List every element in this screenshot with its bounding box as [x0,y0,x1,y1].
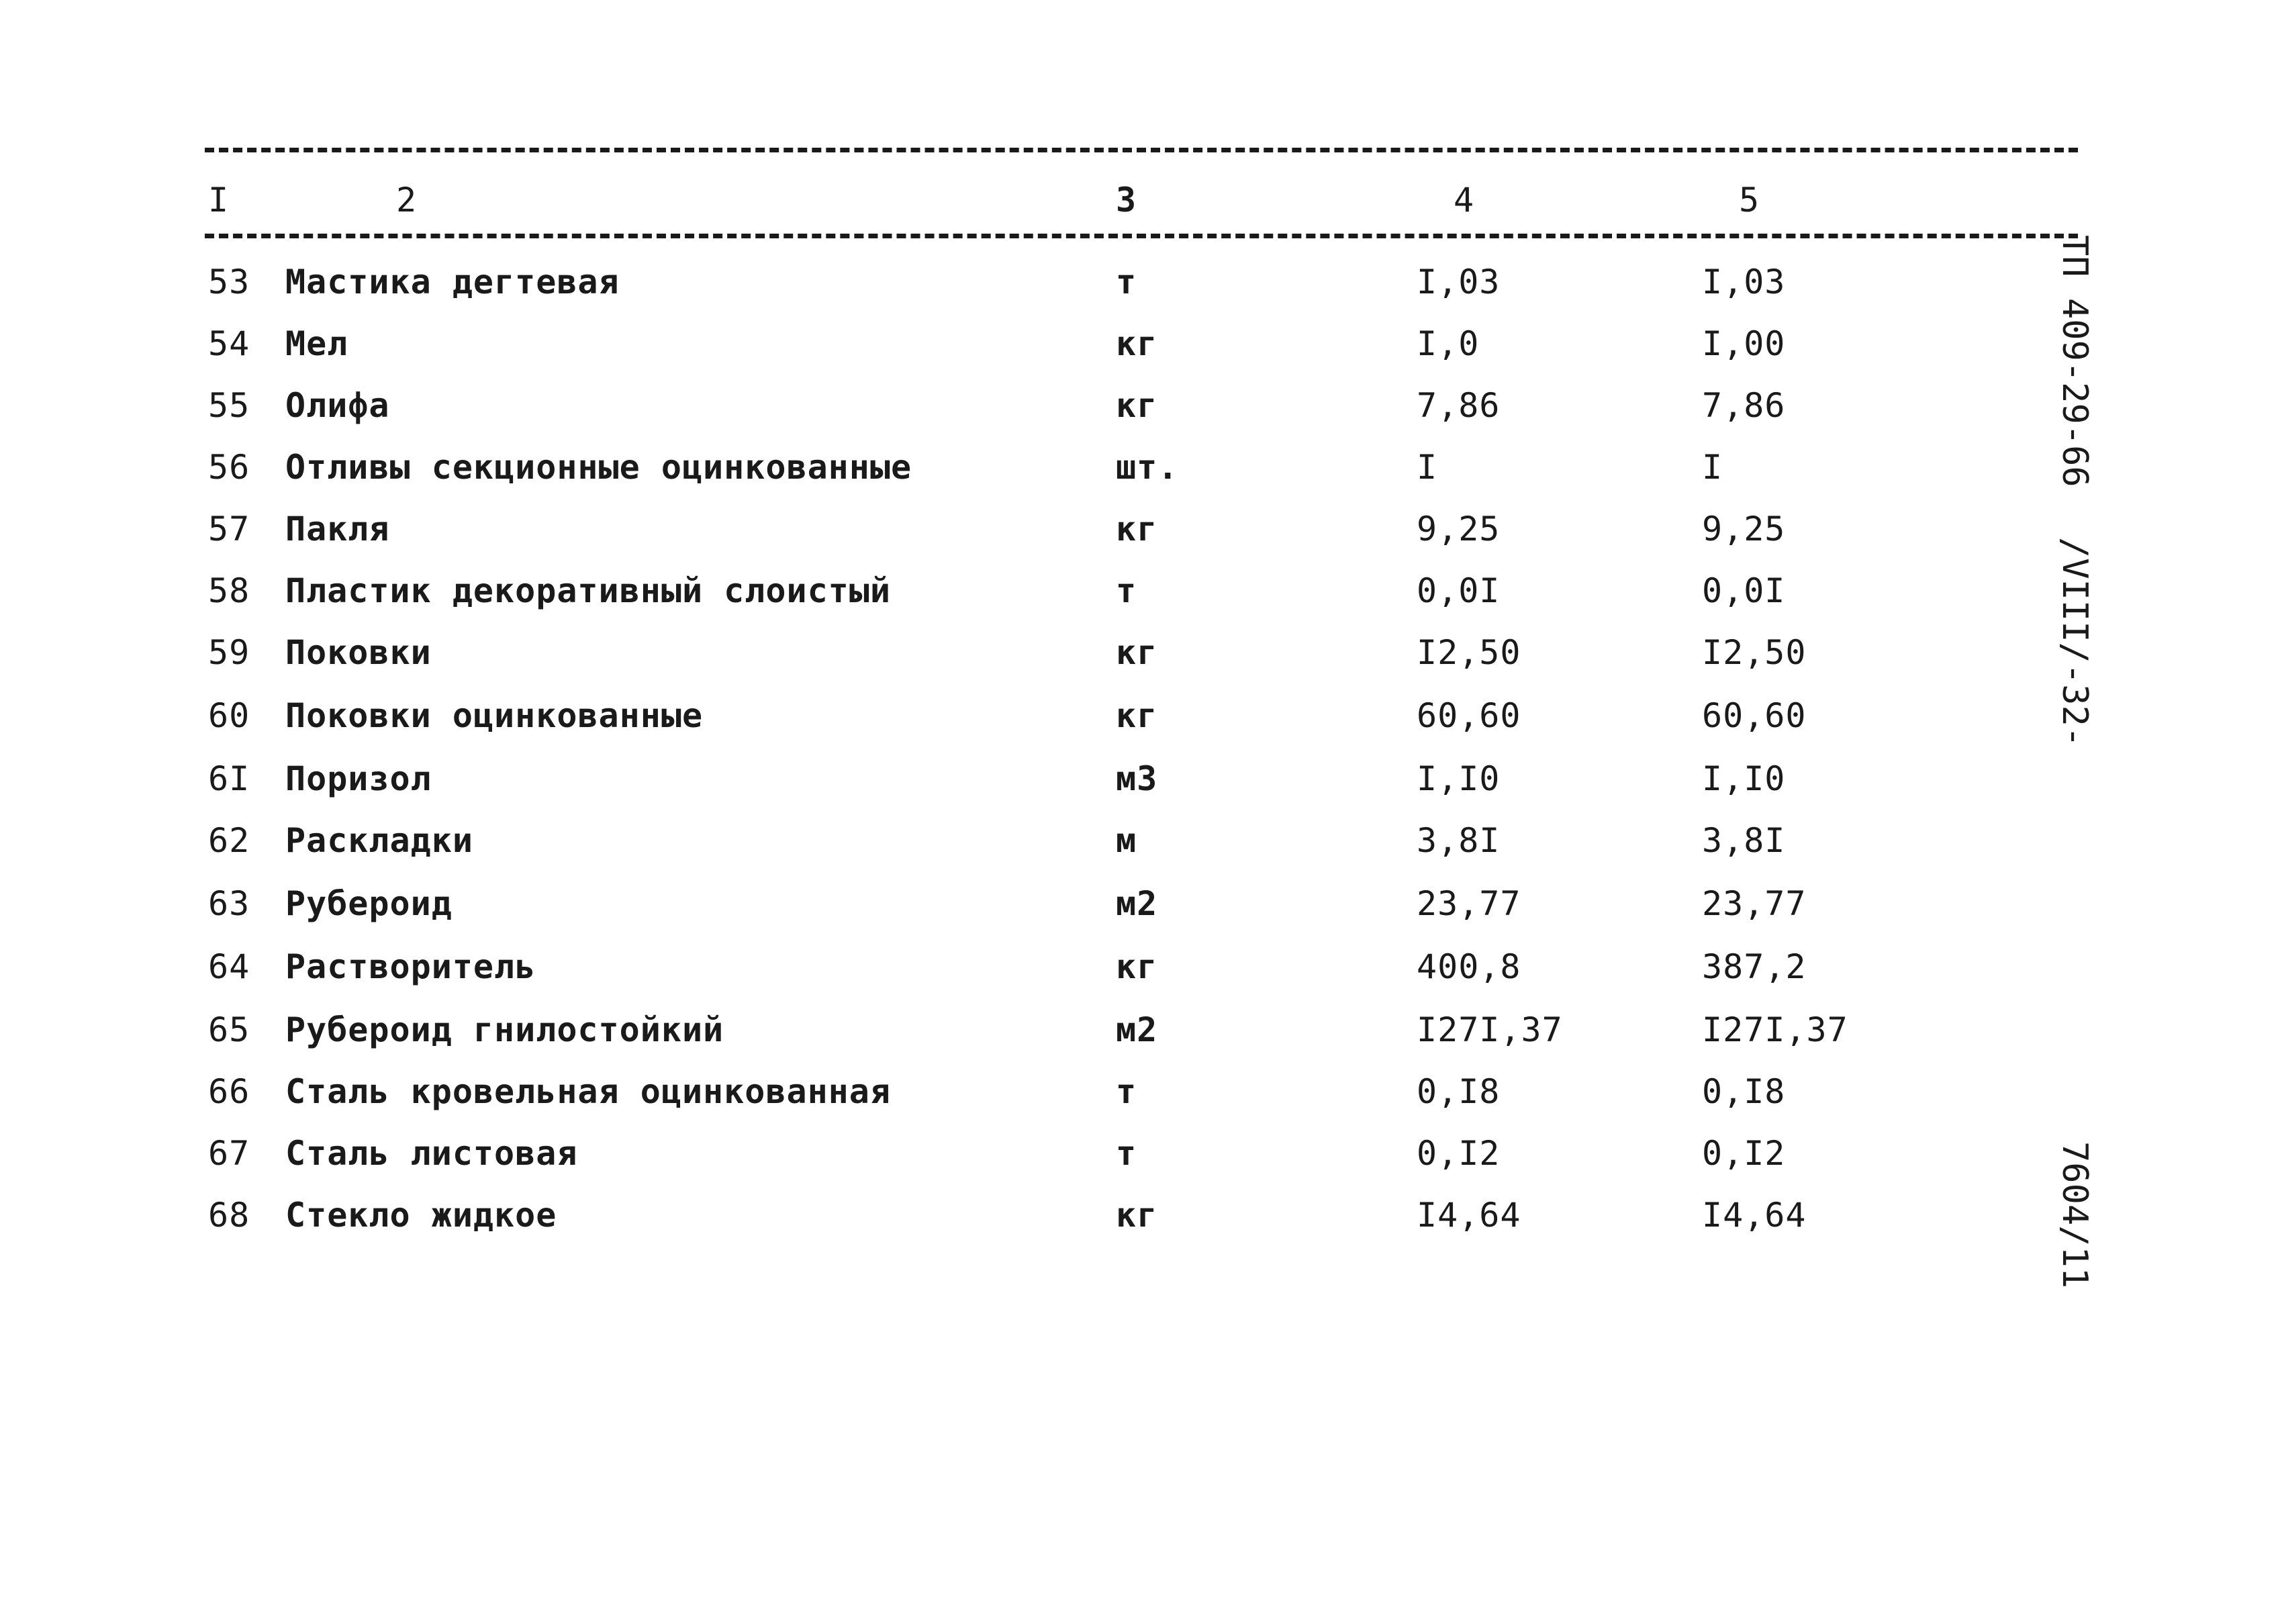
material-name: Мел [285,324,348,363]
material-name: Рубероид [285,884,453,923]
sheet-number: /VIII/-32- [2054,537,2095,748]
row-number: 58 [208,571,250,610]
table-header-rule [205,234,2078,238]
table-row [0,447,2278,490]
unit: шт. [1116,448,1179,487]
material-name: Поризол [285,759,432,798]
quantity-col-4: 0,I2 [1417,1134,1501,1173]
unit: т [1116,1134,1137,1173]
header-col-4: 4 [1454,181,1475,220]
unit: т [1116,571,1137,610]
row-number: 54 [208,324,250,363]
unit: кг [1116,947,1158,986]
material-name: Сталь листовая [285,1134,578,1173]
quantity-col-4: I27I,37 [1417,1010,1563,1049]
quantity-col-5: 0,I8 [1702,1072,1786,1111]
header-col-1: I [208,181,230,220]
quantity-col-5: 60,60 [1702,696,1807,735]
row-number: 66 [208,1072,250,1111]
quantity-col-5: I,00 [1702,324,1786,363]
quantity-col-4: I2,50 [1417,633,1521,672]
table-row [0,509,2278,552]
quantity-col-4: 400,8 [1417,947,1521,986]
unit: т [1116,1072,1137,1111]
table-row [0,696,2278,738]
quantity-col-4: 0,I8 [1417,1072,1501,1111]
quantity-col-5: I [1702,448,1723,487]
table-row [0,1195,2278,1238]
material-name: Сталь кровельная оцинкованная [285,1072,891,1111]
header-col-3: 3 [1116,181,1137,220]
table-row [0,947,2278,990]
table-row [0,385,2278,428]
quantity-col-4: I [1417,448,1438,487]
quantity-col-5: 3,8I [1702,821,1786,860]
row-number: 60 [208,696,250,735]
table-top-rule [205,148,2078,152]
quantity-col-5: 9,25 [1702,510,1786,548]
table-row [0,324,2278,367]
material-name: Пластик декоративный слоистый [285,571,891,610]
header-col-2: 2 [396,181,418,220]
unit: м2 [1116,884,1158,923]
document-code: ТП 409-29-66 [2054,235,2095,487]
material-name: Пакля [285,510,390,548]
inventory-number: 7604/11 [2054,1141,2095,1289]
table-row [0,632,2278,675]
row-number: 67 [208,1134,250,1173]
quantity-col-4: 9,25 [1417,510,1501,548]
unit: м2 [1116,1010,1158,1049]
quantity-col-5: I2,50 [1702,633,1807,672]
quantity-col-4: I,0 [1417,324,1480,363]
row-number: 68 [208,1196,250,1235]
quantity-col-5: I,03 [1702,262,1786,301]
material-name: Олифа [285,386,390,425]
quantity-col-4: I4,64 [1417,1196,1521,1235]
unit: м3 [1116,759,1158,798]
material-name: Стекло жидкое [285,1196,557,1235]
quantity-col-5: I4,64 [1702,1196,1807,1235]
quantity-col-5: 7,86 [1702,386,1786,425]
table-row [0,1071,2278,1114]
quantity-col-4: I,I0 [1417,759,1501,798]
quantity-col-4: I,03 [1417,262,1501,301]
material-name: Поковки [285,633,432,672]
row-number: 59 [208,633,250,672]
table-row [0,1010,2278,1053]
row-number: 6I [208,759,250,798]
row-number: 57 [208,510,250,548]
row-number: 53 [208,262,250,301]
material-name: Растворитель [285,947,536,986]
table-row [0,759,2278,802]
quantity-col-4: 60,60 [1417,696,1521,735]
table-row [0,1133,2278,1176]
unit: кг [1116,324,1158,363]
quantity-col-4: 0,0I [1417,571,1501,610]
row-number: 55 [208,386,250,425]
table-row [0,820,2278,863]
quantity-col-5: 0,I2 [1702,1134,1786,1173]
quantity-col-5: 23,77 [1702,884,1807,923]
unit: кг [1116,696,1158,735]
row-number: 65 [208,1010,250,1049]
material-name: Раскладки [285,821,473,860]
row-number: 56 [208,448,250,487]
table-header-row [0,180,2278,223]
row-number: 64 [208,947,250,986]
unit: кг [1116,1196,1158,1235]
material-name: Мастика дегтевая [285,262,620,301]
header-col-5: 5 [1739,181,1760,220]
material-name: Поковки оцинкованные [285,696,704,735]
unit: т [1116,262,1137,301]
quantity-col-5: I,I0 [1702,759,1786,798]
row-number: 62 [208,821,250,860]
table-row [0,571,2278,614]
quantity-col-4: 23,77 [1417,884,1521,923]
material-name: Рубероид гнилостойкий [285,1010,724,1049]
unit: кг [1116,386,1158,425]
row-number: 63 [208,884,250,923]
unit: кг [1116,633,1158,672]
unit: кг [1116,510,1158,548]
quantity-col-4: 7,86 [1417,386,1501,425]
quantity-col-5: 0,0I [1702,571,1786,610]
quantity-col-5: I27I,37 [1702,1010,1848,1049]
quantity-col-4: 3,8I [1417,821,1501,860]
table-row [0,883,2278,926]
material-name: Отливы секционные оцинкованные [285,448,912,487]
unit: м [1116,821,1137,860]
table-row [0,262,2278,305]
quantity-col-5: 387,2 [1702,947,1807,986]
